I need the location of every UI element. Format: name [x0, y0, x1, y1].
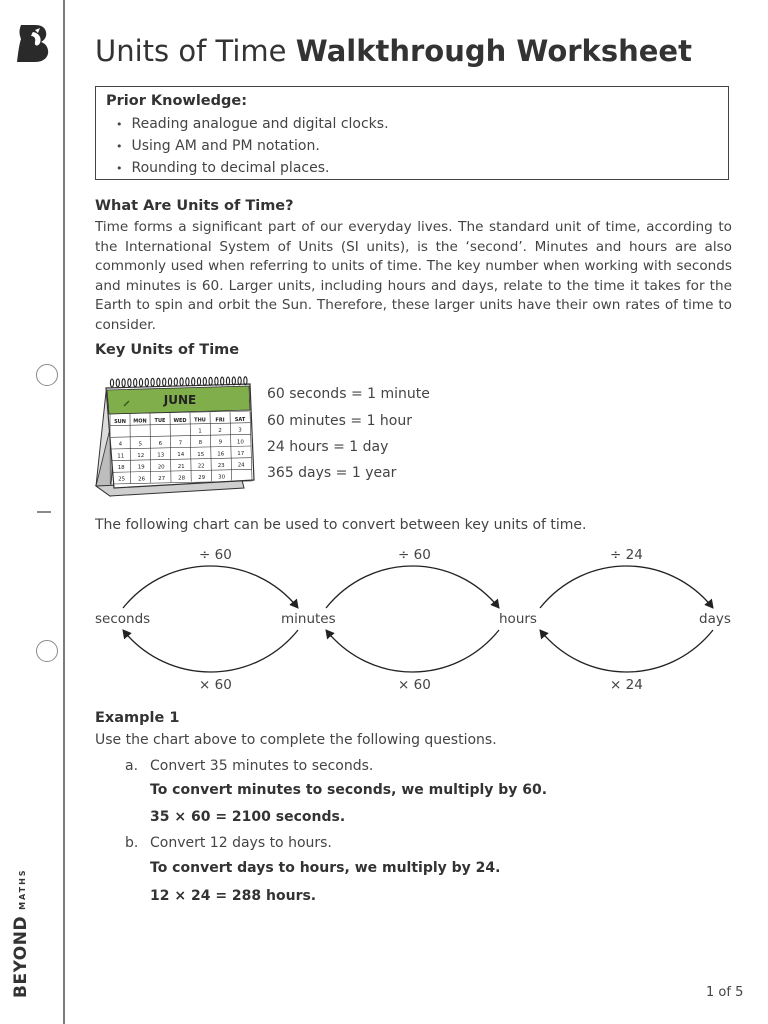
calendar-date: 3 — [238, 427, 242, 434]
section-heading-units: What Are Units of Time? — [95, 198, 294, 214]
divide-label: ÷ 24 — [610, 547, 643, 563]
calendar-month: JUNE — [163, 393, 197, 407]
title-light: Units of Time — [95, 34, 287, 68]
calendar-date: 12 — [137, 453, 145, 459]
key-unit-line: 365 days = 1 year — [267, 465, 397, 481]
calendar-day-label: TUE — [154, 418, 166, 425]
prior-item: • Using AM and PM notation. — [116, 135, 389, 157]
calendar-date: 20 — [157, 464, 165, 471]
arrow-hours-to-minutes — [326, 630, 499, 672]
chart-intro: The following chart can be used to convert between key units of time. — [95, 517, 587, 533]
calendar-date: 8 — [198, 440, 203, 447]
question-letter-a: a. — [125, 758, 139, 774]
calendar-date: 24 — [237, 462, 245, 469]
calendar-date: 4 — [118, 441, 123, 448]
question-b: Convert 12 days to hours. — [150, 835, 332, 851]
calendar-day-label: MON — [133, 418, 147, 425]
calendar-date: 27 — [158, 475, 166, 482]
calendar-date: 10 — [236, 439, 244, 446]
calendar-day-label: SUN — [114, 418, 126, 425]
answer-a-result: 35 × 60 = 2100 seconds. — [150, 809, 346, 825]
calendar-date: 5 — [138, 441, 143, 448]
calendar-date: 7 — [178, 440, 183, 447]
key-unit-line: 60 seconds = 1 minute — [267, 386, 430, 402]
multiply-label: × 24 — [610, 677, 643, 693]
brand-sub: MATHS — [18, 868, 27, 910]
calendar-date: 1 — [198, 428, 202, 435]
calendar-date: 17 — [237, 451, 245, 457]
calendar-date: 29 — [198, 475, 206, 482]
calendar-date: 14 — [177, 452, 185, 459]
arrow-seconds-to-minutes — [123, 566, 298, 608]
calendar-date: 23 — [217, 463, 225, 470]
page-number: 1 of 5 — [706, 985, 744, 1000]
multiply-label: × 60 — [199, 677, 232, 693]
arrow-minutes-to-hours — [326, 566, 499, 608]
calendar-date: 9 — [218, 439, 223, 446]
calendar-date: 16 — [217, 451, 225, 458]
key-unit-line: 60 minutes = 1 hour — [267, 413, 412, 429]
title-bold: Walkthrough Worksheet — [295, 34, 692, 68]
section-heading-key-units: Key Units of Time — [95, 342, 240, 358]
calendar-date: 18 — [117, 465, 125, 472]
answer-a-method: To convert minutes to seconds, we multiply by 60. — [150, 782, 548, 798]
example-heading: Example 1 — [95, 710, 180, 726]
arrow-days-to-hours — [540, 630, 713, 672]
unit-node-hours: hours — [499, 611, 537, 627]
calendar-date: 26 — [138, 476, 146, 483]
brand-main: BEYOND — [11, 915, 31, 998]
calendar-day-label: SAT — [234, 416, 246, 423]
question-letter-b: b. — [125, 835, 139, 851]
divide-label: ÷ 60 — [398, 547, 431, 563]
calendar-date: 22 — [197, 463, 205, 470]
calendar-date: 15 — [197, 451, 205, 458]
answer-b-result: 12 × 24 = 288 hours. — [150, 888, 317, 904]
calendar-day-label: WED — [173, 417, 187, 424]
divide-label: ÷ 60 — [199, 547, 232, 563]
brand-wordmark — [11, 868, 31, 998]
multiply-label: × 60 — [398, 677, 431, 693]
prior-item: • Reading analogue and digital clocks. — [116, 113, 389, 135]
unit-node-minutes: minutes — [281, 611, 336, 627]
calendar-date: 13 — [157, 452, 165, 459]
arrow-hours-to-days — [540, 566, 713, 608]
calendar-day-label: THU — [194, 417, 206, 424]
question-a: Convert 35 minutes to seconds. — [150, 758, 374, 774]
units-paragraph: Time forms a significant part of our everyday lives. The standard unit of time, according to the International System of Units (SI units), is the ‘second’. Minutes and hours are also commonly used when referring to units of time. The key number when working with seconds and minutes is 60. Larger units, including hours and days, relate to the time it takes for the Earth to spin and orbit the Sun. Therefore, these larger units have their own rates of time to consider. — [95, 219, 732, 333]
answer-b-method: To convert days to hours, we multiply by 24. — [150, 860, 501, 876]
unit-node-seconds: seconds — [95, 611, 151, 627]
calendar-date: 2 — [218, 428, 222, 435]
key-unit-line: 24 hours = 1 day — [267, 439, 389, 455]
calendar-date: 21 — [177, 463, 185, 470]
calendar-day-label: FRI — [215, 417, 225, 424]
unit-node-days: days — [699, 611, 731, 627]
prior-knowledge-heading: Prior Knowledge: — [106, 93, 248, 109]
calendar-date: 6 — [158, 440, 163, 447]
calendar-date: 11 — [117, 453, 125, 460]
calendar-date: 30 — [218, 474, 226, 481]
calendar-date: 28 — [178, 475, 186, 482]
arrow-minutes-to-seconds — [123, 630, 298, 672]
example-instruction: Use the chart above to complete the following questions. — [95, 732, 497, 748]
calendar-date: 19 — [137, 464, 145, 471]
prior-item: • Rounding to decimal places. — [116, 157, 389, 179]
calendar-date: 25 — [118, 476, 126, 483]
